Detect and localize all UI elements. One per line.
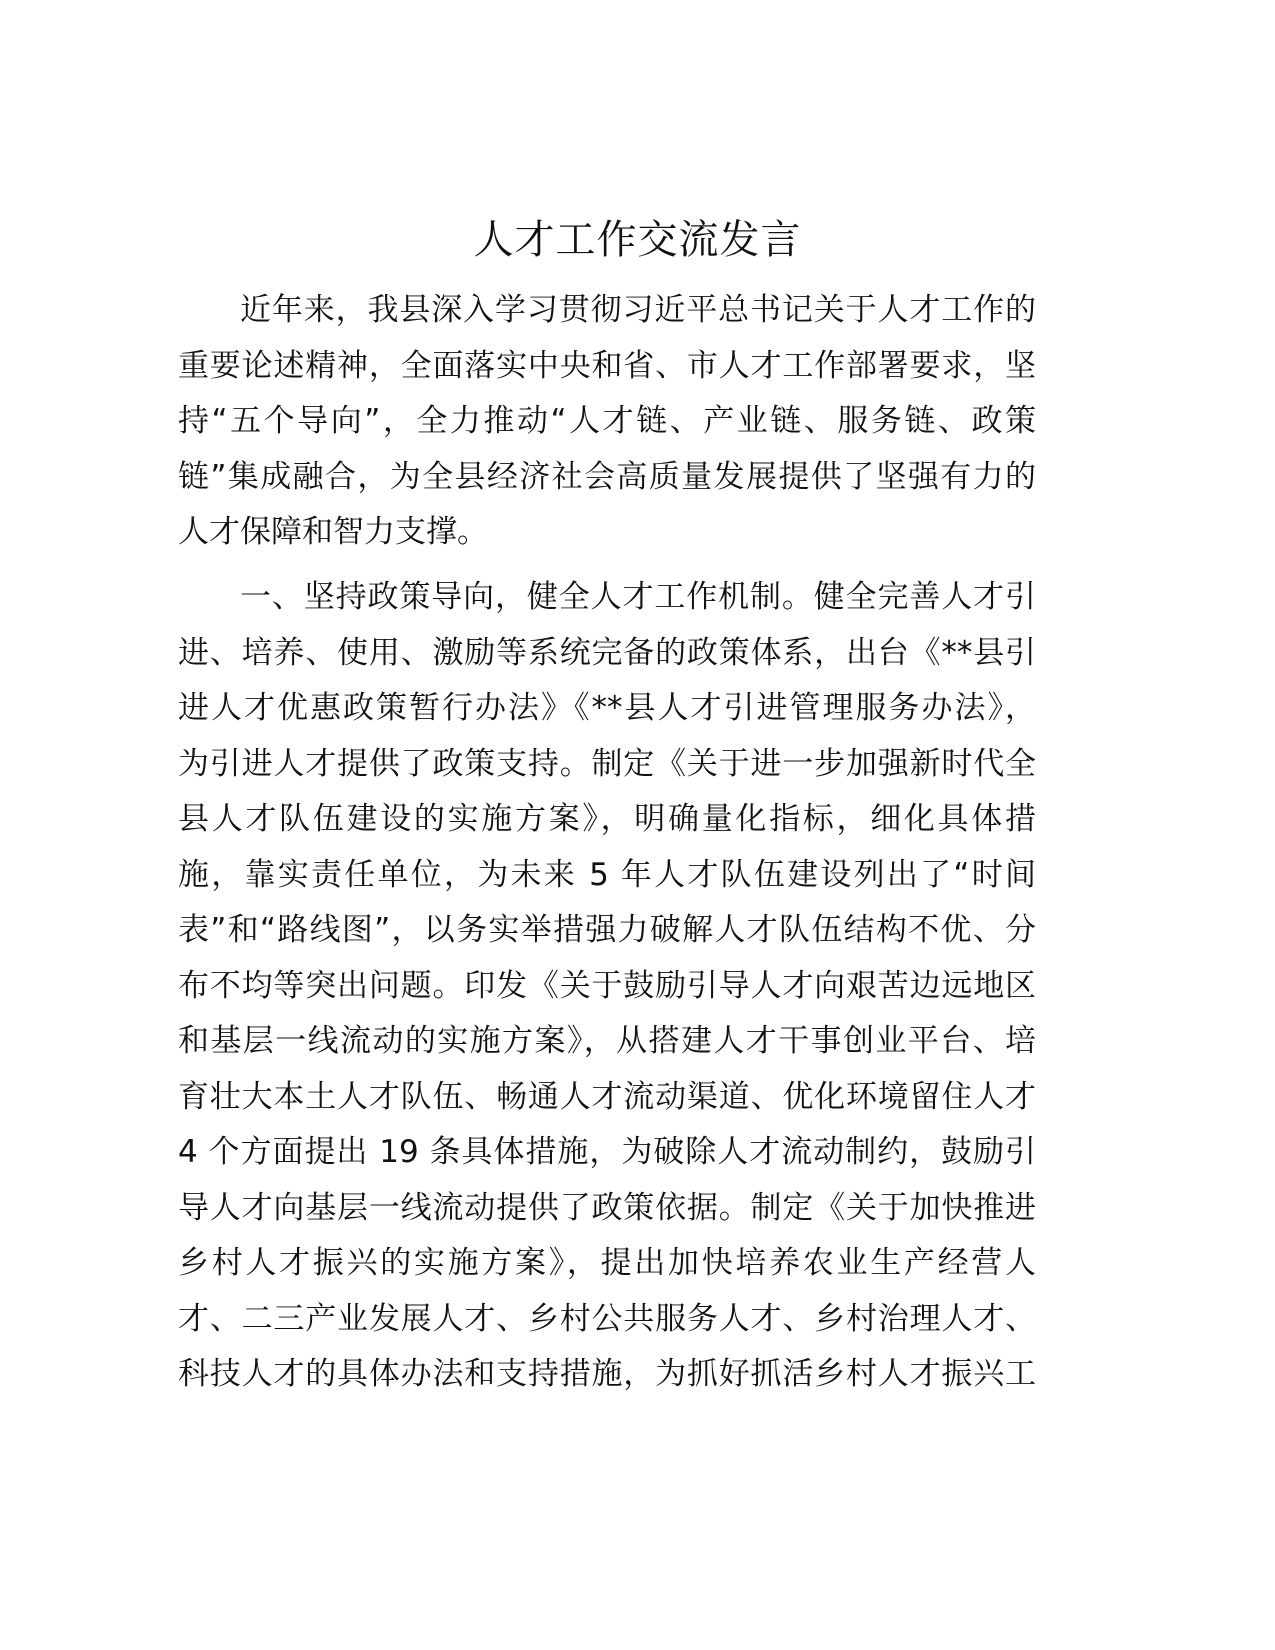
text-line: 表”和“路线图”，以务实举措强力破解人才队伍结构不优、分: [178, 912, 1036, 948]
text-line: 施，靠实责任单位，为未来 5 年人才队伍建设列出了“时间: [178, 856, 1036, 893]
text-line: 为引进人才提供了政策支持。制定《关于进一步加强新时代全: [178, 745, 1036, 782]
text-line: 一、坚持政策导向，健全人才工作机制。健全完善人才引: [240, 579, 1036, 615]
text-line: 进人才优惠政策暂行办法》《**县人才引进管理服务办法》，: [178, 690, 1036, 726]
text-line: 乡村人才振兴的实施方案》，提出加快培养农业生产经营人: [178, 1245, 1036, 1281]
text-line: 科技人才的具体办法和支持措施，为抓好抓活乡村人才振兴工: [178, 1356, 1036, 1392]
text-line: 和基层一线流动的实施方案》，从搭建人才干事创业平台、培: [178, 1023, 1036, 1059]
paragraph-intro: [178, 283, 1036, 561]
text-line: 持“五个导向”，全力推动“人才链、产业链、服务链、政策: [178, 403, 1036, 439]
text-line: 才、二三产业发展人才、乡村公共服务人才、乡村治理人才、: [178, 1300, 1036, 1337]
text-line: 重要论述精神，全面落实中央和省、市人才工作部署要求，坚: [178, 347, 1036, 384]
text-line: 布不均等突出问题。印发《关于鼓励引导人才向艰苦边远地区: [178, 967, 1036, 1004]
text-line: 导人才向基层一线流动提供了政策依据。制定《关于加快推进: [178, 1189, 1036, 1226]
text-line: 县人才队伍建设的实施方案》，明确量化指标，细化具体措: [178, 801, 1036, 837]
text-line: 进、培养、使用、激励等系统完备的政策体系，出台《**县引: [178, 634, 1036, 671]
text-line: 链”集成融合，为全县经济社会高质量发展提供了坚强有力的: [178, 458, 1036, 495]
paragraph-policy-orientation: [178, 570, 1036, 1403]
document-title: 人才工作交流发言: [473, 217, 802, 263]
text-line: 人才保障和智力支撑。: [178, 514, 488, 550]
text-line: 育壮大本土人才队伍、畅通人才流动渠道、优化环境留住人才: [178, 1078, 1036, 1115]
text-line: 4 个方面提出 19 条具体措施，为破除人才流动制约，鼓励引: [178, 1134, 1036, 1170]
text-line: 近年来，我县深入学习贯彻习近平总书记关于人才工作的: [240, 292, 1036, 328]
